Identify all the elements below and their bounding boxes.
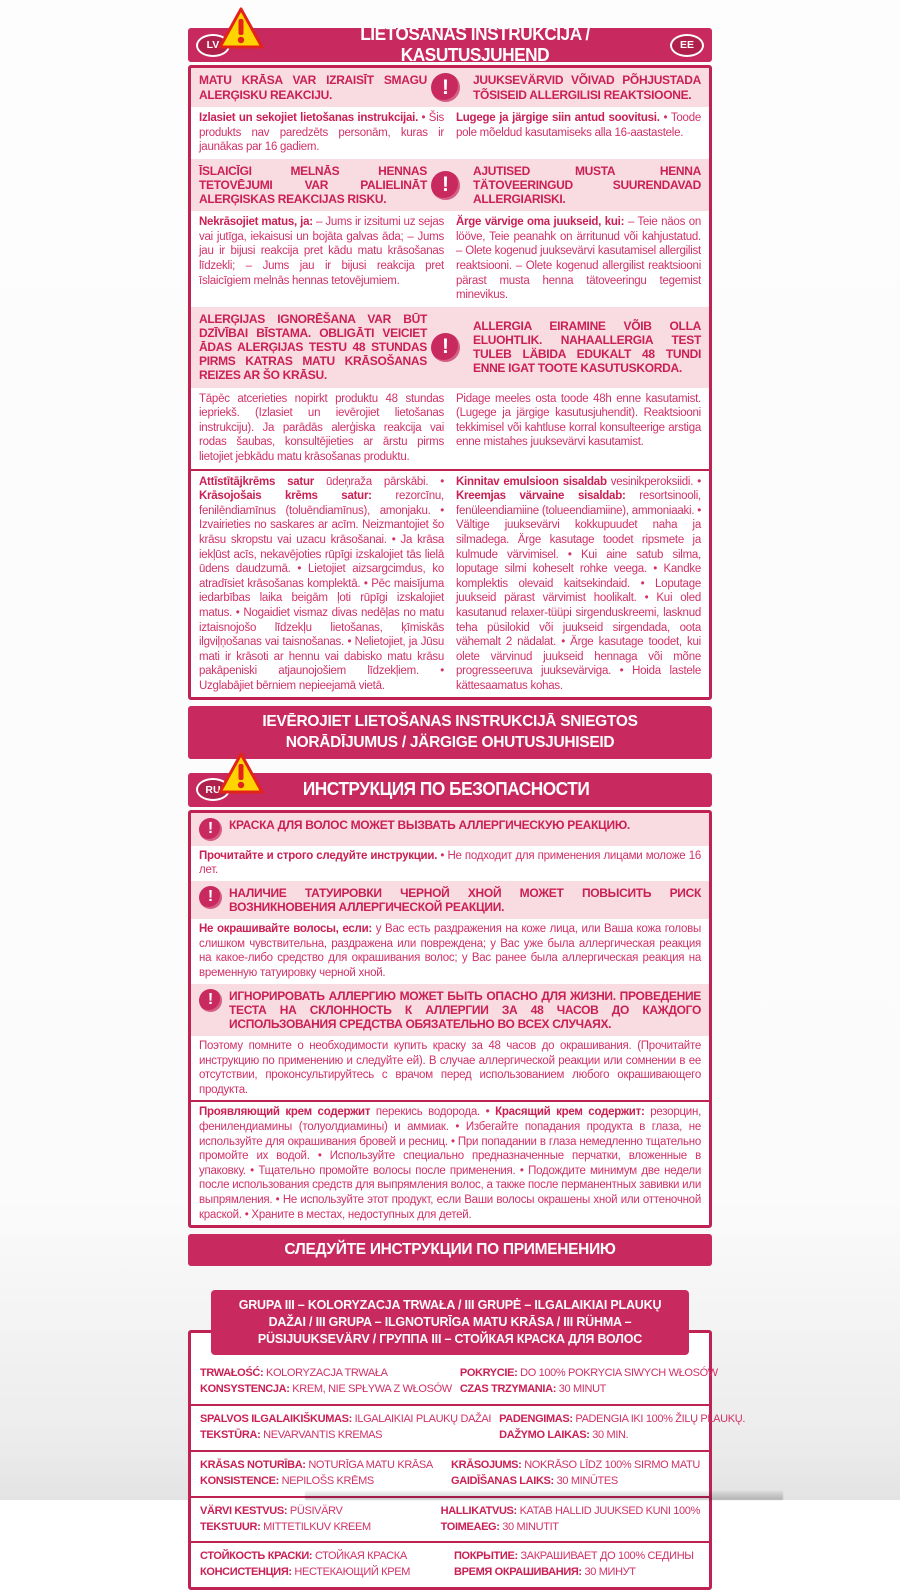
leaflet-sheet	[188, 0, 746, 1590]
table-row-ru	[191, 1541, 709, 1587]
exclamation-icon: !	[199, 886, 222, 909]
ee-badge: EE	[670, 34, 704, 57]
exclamation-icon: !	[431, 333, 460, 362]
ru-header-bar	[188, 773, 712, 807]
ru-panel	[188, 810, 712, 1228]
ru-banner: СЛЕДУЙТЕ ИНСТРУКЦИИ ПО ПРИМЕНЕНИЮ	[188, 1234, 712, 1266]
text-row-2	[191, 211, 709, 307]
ru-text-row-2	[191, 919, 709, 983]
text-ee-2: Ärge värvige oma juukseid, kui: – Teie näos on lööve, Teie peanahk on ärritunud või kahjustatud. – Olete kogenud juuksevärvi kasutamisel allergilist reaktsiooni. – Olete kogenud allergilist reaktsiooni pärast musta henna tätoveeringu tegemist minevikus.	[456, 216, 701, 302]
lv-badge: LV	[196, 34, 230, 57]
warning-lv-2: ĪSLAICĪGI MELNĀS HENNAS TETOVĒJUMI VAR PALIELINĀT ALERĢISKAS REAKCIJAS RISKU.	[199, 163, 427, 207]
table-row-pl	[191, 1360, 718, 1404]
table-cell: SPALVOS ILGALAIKIŠKUMAS: ILGALAIKIAI PLAUKŲ DAŽAI TEKSTŪRA: NEVARVANTIS KREMAS	[200, 1412, 492, 1441]
warning-triangle-icon	[218, 7, 264, 49]
warning-ee-2: AJUTISED MUSTA HENNA TÄTOVEERINGUD SUURENDAVAD ALLERGIARISKI.	[473, 163, 701, 207]
ru-warning-band-1	[191, 813, 709, 846]
warning-band-2	[191, 159, 709, 211]
ru-warning-band-3	[191, 984, 709, 1036]
lv-ee-panel	[188, 65, 712, 700]
table-cell: PADENGIMAS: PADENGIA IKI 100% ŽILŲ PLAUKŲ. DAŽYMO LAIKAS: 30 MIN.	[499, 1412, 746, 1441]
ru-text-2: Не окрашивайте волосы, если: у Вас есть раздражения на коже лица, или Ваша кожа головы слишком чувствительна, раздражена или повреждена; у Вас уже была аллергическая реакция на какое-либо средство для окрашивания волос; у Вас ранее была аллергическая реакция на временную татуировку черной хной.	[199, 923, 702, 980]
table-cell: VÄRVI KESTVUS: PÜSIVÄRV TEKSTUUR: MITTETILKUV KREEM	[200, 1504, 371, 1533]
ru-title: ИНСТРУКЦИЯ ПО БЕЗОПАСНОСТИ	[302, 779, 590, 800]
exclamation-icon: !	[199, 818, 222, 841]
ru-warning-band-2	[191, 881, 709, 919]
lv-ee-banner: IEVĒROJIET LIETOŠANAS INSTRUKCIJĀ SNIEGTOS NORĀDĪJUMUS / JÄRGIGE OHUTUSJUHISEID	[188, 706, 712, 758]
text-row-3	[191, 388, 709, 469]
table-row-ee	[191, 1496, 709, 1542]
ingredients-lv: Attīstītājkrēms satur ūdeņraža pārskābi. • Krāsojošais krēms satur: rezorcīnu, fenilēndiamīnus (toluēndiamīnus), amonjaku. • Izvairieties no saskares ar acīm. Neizmantojiet šo krāsu skropstu vai uzacu krāsošanai. • Ja krāsa iekļūst acīs, nekavējoties rūpīgi izskalojiet tās lielā ūdens daudzumā. • Lietojiet aizsargcimdus, ko atradīsiet krāsošanas komplektā. • Pēc maisījuma iedarbības laika beigām ļoti rūpīgi izskalojiet matus. • Nogaidiet vismaz divas nedēļas no matu iztaisnojošo līdzekļu lietošanas, ķīmiskās ilgviļņošanas vai taisnošanas. • Nelietojiet, ja Jūsu mati ir krāsoti ar hennu vai dabisko matu krāsu pakāpeniski atjaunojošiem līdzekļiem. • Uzglabājiet bērniem nepieejamā vietā.	[199, 475, 444, 692]
ingredients-row	[191, 471, 709, 698]
ru-badge: RU	[196, 778, 230, 801]
ru-text-row-1	[191, 846, 709, 881]
table-row-lt	[191, 1404, 746, 1450]
table-cell: СТОЙКОСТЬ КРАСКИ: СТОЙКАЯ КРАСКА КОНСИСТЕНЦИЯ: НЕСТЕКАЮЩИЙ КРЕМ	[200, 1550, 411, 1579]
warning-triangle-icon	[218, 752, 264, 794]
group-table	[188, 1330, 746, 1590]
ru-text-row-3	[191, 1036, 709, 1100]
table-row-lv	[191, 1450, 709, 1496]
text-row-1	[191, 107, 709, 159]
ru-warning-2: НАЛИЧИЕ ТАТУИРОВКИ ЧЕРНОЙ ХНОЙ МОЖЕТ ПОВЫСИТЬ РИСК ВОЗНИКНОВЕНИЯ АЛЛЕРГИЧЕСКОЙ РЕАКЦИИ.	[229, 885, 701, 915]
ru-text-3: Поэтому помните о необходимости купить краску за 48 часов до окрашивания. (Прочитайте инструкцию по применению и следуйте ей). В случае аллергической реакции или сомнении в ее отсутствии, проконсультируйтесь с врачом перед использованием любого окрашивающего продукта.	[199, 1040, 701, 1096]
ingredients-ee: Kinnitav emulsioon sisaldab vesinikperoksiidi. • Kreemjas värvaine sisaldab: resortsinooli, fenüleendiamiine (tolueendiamiine), ammoniaaki. • Vältige juuksevärvi kokkupuudet naha ja silmadega. Ärge kasutage toodet ripsmete ja kulmude värvimisel. • Kui aine satub silma, loputage silmi koheselt rohke veega. • Kandke komplektis olevaid kaitsekindaid. • Loputage juukseid pärast värvimist hoolikalt. • Kui oled kasutanud relaxer-tüüpi sirgenduskreemi, lasknud teha püsilokid või juukseid sirgendada, oota vähemalt 2 nädalat. • Ärge kasutage toodet, kui olete värvinud juukseid hennaga või mõne progresseeruva juuksevärviga. • Hoida lastele kättesaamatus kohas.	[456, 475, 701, 692]
ru-warning-3: ИГНОРИРОВАТЬ АЛЛЕРГИЮ МОЖЕТ БЫТЬ ОПАСНО ДЛЯ ЖИЗНИ. ПРОВЕДЕНИЕ ТЕСТА НА СКЛОННОСТЬ К АЛЛЕРГИИ ЗА 48 ЧАСОВ ДО КАЖДОГО ИСПОЛЬЗОВАНИЯ СРЕДСТВА ОБЯЗАТЕЛЬНО ВО ВСЕХ СЛУЧАЯХ.	[229, 988, 701, 1031]
exclamation-icon: !	[431, 73, 460, 102]
page-bottom-shadow	[305, 1491, 783, 1500]
warning-ee-3: ALLERGIA EIRAMINE VÕIB OLLA ELUOHTLIK. NAHAALLERGIA TEST TULEB LÄBIDA EDUKALT 48 TUNDI ENNE IGAT TOOTE KASUTUSKORDA.	[473, 318, 701, 376]
text-ee-3: Pidage meeles osta toode 48h enne kasutamist. (Lugege ja järgige kasutusjuhendit). Reaktsiooni tekkimisel või kahtluse korral konsulteerige arstiga enne mistahes juuksevärvi kasutamist.	[456, 392, 701, 449]
table-cell: KRĀSAS NOTURĪBA: NOTURĪGA MATU KRĀSA KONSISTENCE: NEPILOŠS KRĒMS	[200, 1458, 433, 1487]
ru-ingredients: Проявляющий крем содержит перекись водорода. • Красящий крем содержит: резорцин, фенилендиамины (толуолдиамины) и аммиак. • Избегайте попадания продукта в глаза, не используйте для окрашивания бровей и ресниц. • При попадании в глаза немедленно тщательно промойте их водой. • Используйте специально предназначенные перчатки, вложенные в упаковку. • Тщательно промойте волосы после применения. • Подождите минимум две недели после использования средств для выпрямления волос, а также после перманентных завивки или выпрямления. • Не используйте этот продукт, если Ваши волосы окрашены хной или оттеночной краской. • Храните в местах, недоступных для детей.	[199, 1106, 702, 1221]
warning-lv-1: MATU KRĀSA VAR IZRAISĪT SMAGU ALERĢISKU REAKCIJU.	[199, 73, 427, 102]
table-cell: HALLIKATVUS: KATAB HALLID JUUKSED KUNI 100% TOIMEAEG: 30 MINUTIT	[440, 1504, 700, 1533]
table-cell: ПОКРЫТИЕ: ЗАКРАШИВАЕТ ДО 100% СЕДИНЫ ВРЕМЯ ОКРАШИВАНИЯ: 30 МИНУТ	[454, 1550, 694, 1579]
exclamation-icon: !	[199, 989, 222, 1012]
lv-ee-header-bar	[188, 24, 712, 65]
ru-warning-1: КРАСКА ДЛЯ ВОЛОС МОЖЕТ ВЫЗВАТЬ АЛЛЕРГИЧЕСКУЮ РЕАКЦИЮ.	[229, 817, 630, 832]
warning-band-1	[191, 68, 709, 107]
table-cell: POKRYCIE: DO 100% POKRYCIA SIWYCH WŁOSÓW CZAS TRZYMANIA: 30 MINUT	[459, 1366, 718, 1395]
text-ee-1: Lugege ja järgige siin antud soovitusi. • Toode pole mõeldud kasutamiseks alla 16-aastastele.	[456, 112, 701, 139]
warning-band-3	[191, 307, 709, 388]
lv-ee-title: LIETOŠANAS INSTRUKCIJA / KASUTUSJUHEND	[360, 24, 590, 65]
text-lv-1: Izlasiet un sekojiet lietošanas instrukcijai. • Šis produkts nav paredzēts personām, kuras ir jaunākas par 16 gadiem.	[199, 112, 444, 154]
text-lv-2: Nekrāsojiet matus, ja: – Jums ir izsitumi uz sejas vai jutīga, iekaisusi un bojāta galvas āda; – Jums jau ir bijusi reakcija pret kādu matu krāsošanas līdzekli; – Jums jau ir bijusi reakcija pret īslaicīgiem melnās hennas tetovējumiem.	[199, 216, 444, 287]
exclamation-icon: !	[431, 171, 460, 200]
ru-text-1: Прочитайте и строго следуйте инструкции. • Не подходит для применения лицами моложе 16 лет.	[199, 849, 701, 877]
group-table-header: GRUPA III – KOLORYZACJA TRWAŁA / III GRUPĖ – ILGALAIKIAI PLAUKŲ DAŽAI / III GRUPA – ILGNOTURĪGA MATU KRĀSA / III RÜHMA – PÜSIJUUKSEVÄRV / ГРУППА III – СТОЙКАЯ КРАСКА ДЛЯ ВОЛОС	[211, 1290, 689, 1355]
table-cell: KRĀSOJUMS: NOKRĀSO LĪDZ 100% SIRMO MATU GAIDĪŠANAS LAIKS: 30 MINŪTES	[451, 1458, 700, 1487]
warning-lv-3: ALERĢIJAS IGNORĒŠANA VAR BŪT DZĪVĪBAI BĪSTAMA. OBLIGĀTI VEICIET ĀDAS ALERĢIJAS TESTU 48 STUNDAS PIRMS KATRAS MATU KRĀSOŠANAS REIZES AR ŠO KRĀSU.	[199, 311, 427, 383]
text-lv-3: Tāpēc atcerieties nopirkt produktu 48 stundas iepriekš. (Izlasiet un ievērojiet lietošanas instrukciju). Ja parādās alerģiska reakcija vai rodas šaubas, konsultējieties ar ārstu pirms lietojiet jebkādu matu krāsošanas produktu.	[199, 392, 444, 463]
ru-ingredients-row	[191, 1102, 709, 1225]
table-cell: TRWAŁOŚĆ: KOLORYZACJA TRWAŁA KONSYSTENCJA: KREM, NIE SPŁYWA Z WŁOSÓW	[200, 1366, 452, 1395]
warning-ee-1: JUUKSEVÄRVID VÕIVAD PÕHJUSTADA TÕSISEID ALLERGILISI REAKTSIOONE.	[473, 73, 701, 102]
